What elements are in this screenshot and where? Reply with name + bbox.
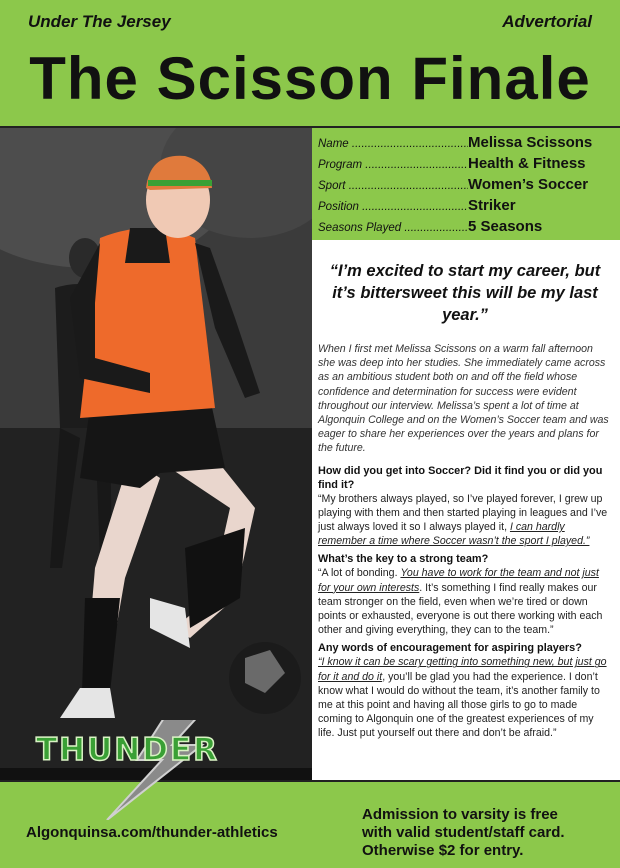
- admission-note: [362, 806, 565, 860]
- answer-text: . It’s something I find really makes our team stronger on the field, even when we’re tired or down points or exhausted, everyone is out there working with each other and giving everything, they can to the team.”: [318, 581, 603, 637]
- answer-text: “My brothers always played, so I’ve played forever, I grew up playing with them and then started playing in leagues and I’ve just always loved it so I always played it,: [318, 492, 608, 534]
- question-3: Any words of encouragement for aspiring players?: [318, 642, 582, 655]
- header-banner: [0, 0, 620, 128]
- profile-row-sport: [318, 176, 620, 197]
- profile-key: Name .....: [318, 138, 468, 150]
- answer-1: [318, 492, 612, 549]
- profile-value: Striker: [468, 197, 516, 214]
- article-intro: When I first met Melissa Scissons on a warm fall afternoon she was deep into her studies. She immediately came across as an ambitious student both on and off the field whose confidence and determination for success were evident throughout our interview. Melissa’s spent a lot of time at Algonquin College and on the Women’s Soccer team and was eager to share her experiences over the years and plans for the future.: [318, 343, 609, 455]
- profile-value: Women’s Soccer: [468, 176, 589, 193]
- advertorial-label: Advertorial: [502, 12, 592, 31]
- answer-highlight: “I know it can be scary getting into something new, but just go for it and do it: [318, 656, 607, 683]
- answer-highlight: I can hardly remember a time where Soccer wasn’t the sport I played.”: [318, 521, 590, 548]
- question-2: What’s the key to a strong team?: [318, 553, 489, 566]
- profile-key: Position .....: [318, 201, 468, 213]
- profile-key: Program .....: [318, 159, 468, 171]
- section-label: Under The Jersey: [28, 12, 171, 31]
- question-1: How did you get into Soccer? Did it find you or did you find it?: [318, 464, 603, 491]
- answer-text: , you’ll be glad you had the experience. I don’t know what I would do without the team, it’s another family to me at this point and having all those girls to go to made coming to Algonquin one of the greatest experiences of my life. Just put yourself out there and don’t be afraid.”: [318, 670, 600, 740]
- player-profile-table: [312, 128, 620, 240]
- profile-key: Seasons Played .....: [318, 222, 468, 234]
- article-body: [312, 240, 620, 780]
- profile-key: Sport .....: [318, 180, 468, 192]
- page-title: The Scisson Finale: [29, 45, 591, 112]
- admission-line: Admission to varsity is free: [362, 806, 558, 823]
- answer-text: “A lot of bonding.: [318, 567, 401, 580]
- profile-value: 5 Seasons: [468, 218, 543, 235]
- answer-2: [318, 566, 612, 637]
- player-photo: [0, 128, 312, 768]
- admission-line: Otherwise $2 for entry.: [362, 842, 524, 859]
- profile-row-name: [318, 134, 620, 155]
- thunder-logo-text: THUNDER: [36, 732, 219, 768]
- profile-row-program: [318, 155, 620, 176]
- profile-value: Melissa Scissons: [468, 134, 593, 151]
- answer-highlight: You have to work for the team and not just for your own interests: [318, 567, 599, 594]
- profile-row-position: [318, 197, 620, 218]
- answer-3: [318, 655, 612, 740]
- profile-row-seasons: [318, 218, 620, 239]
- athletics-link[interactable]: Algonquinsa.com/thunder-athletics: [26, 824, 278, 841]
- pull-quote: “I’m excited to start my career, but it’s bittersweet this will be my last year.”: [329, 262, 601, 324]
- profile-value: Health & Fitness: [468, 155, 586, 172]
- admission-line: with valid student/staff card.: [362, 824, 565, 841]
